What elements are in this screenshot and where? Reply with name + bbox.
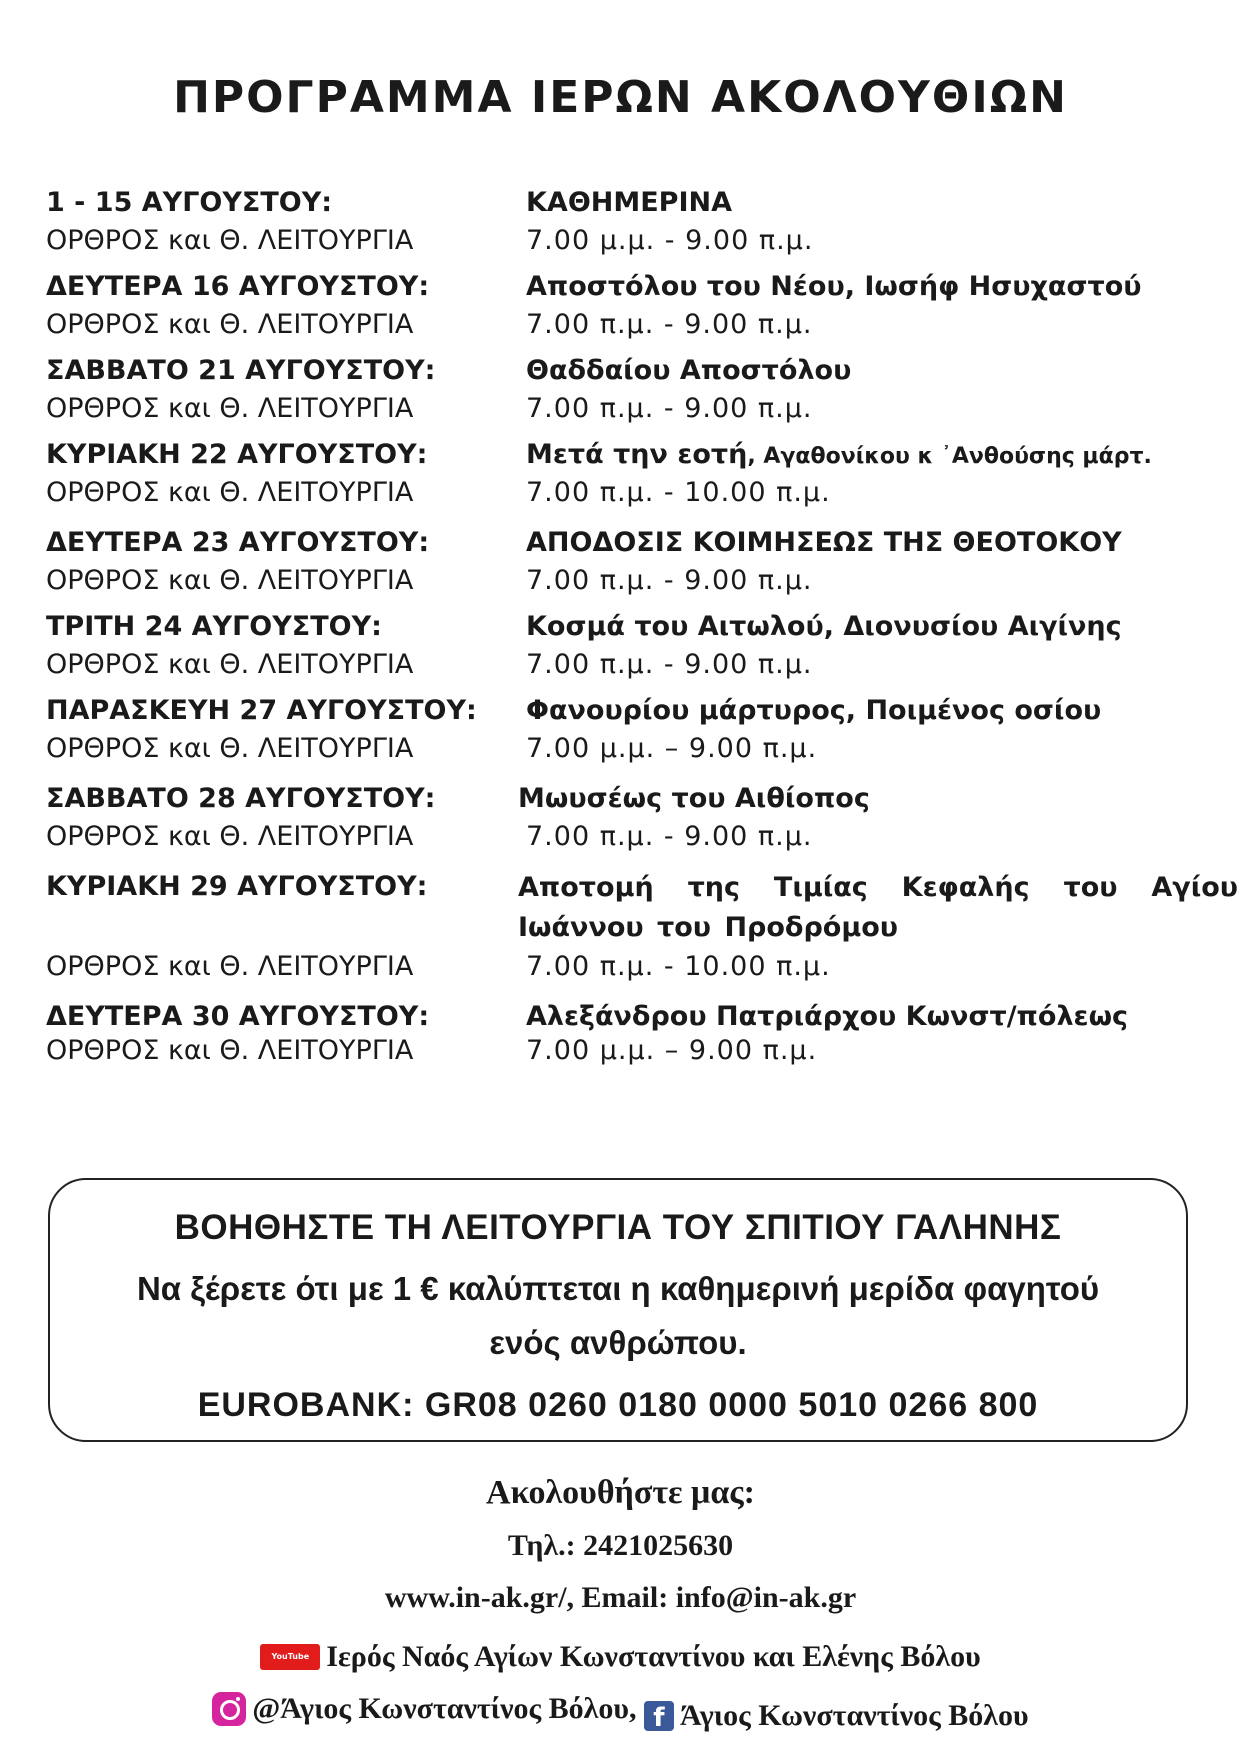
instagram-link[interactable] (212, 1683, 636, 1735)
entry-feast (526, 436, 1152, 476)
entry-time: 7.00 π.μ. - 9.00 π.μ. (526, 821, 813, 852)
schedule-list (46, 184, 1238, 1068)
youtube-channel: Ιερός Ναός Αγίων Κωνσταντίνου και Ελένης Βόλου (326, 1640, 981, 1673)
entry-date: ΣΑΒΒΑΤΟ 21 ΑΥΓΟΥΣΤΟΥ: (46, 355, 436, 386)
schedule-entry (46, 436, 1206, 512)
entry-feast-suffix: , Αγαθονίκου κ ᾿Ανθούσης μάρτ. (747, 444, 1152, 469)
entry-date: ΚΥΡΙΑΚΗ 22 ΑΥΓΟΥΣΤΟΥ: (46, 439, 428, 470)
follow-heading: Ακολουθήστε μας: (486, 1474, 755, 1511)
entry-service: ΟΡΘΡΟΣ και Θ. ΛΕΙΤΟΥΡΓΙΑ (46, 821, 414, 852)
entry-service: ΟΡΘΡΟΣ και Θ. ΛΕΙΤΟΥΡΓΙΑ (46, 225, 414, 256)
entry-feast-main: Μετά την εοτή (526, 439, 748, 470)
donation-title: ΒΟΗΘΗΣΤΕ ΤΗ ΛΕΙΤΟΥΡΓΙΑ ΤΟΥ ΣΠΙΤΙΟΥ ΓΑΛΗΝΗΣ (174, 1208, 1062, 1247)
entry-date: 1 - 15 ΑΥΓΟΥΣΤΟΥ: (46, 187, 333, 218)
entry-date: ΚΥΡΙΑΚΗ 29 ΑΥΓΟΥΣΤΟΥ: (46, 871, 428, 902)
contact-section (0, 1466, 1241, 1743)
entry-feast: ΚΑΘΗΜΕΡΙΝΑ (526, 187, 733, 218)
entry-service: ΟΡΘΡΟΣ και Θ. ΛΕΙΤΟΥΡΓΙΑ (46, 649, 414, 680)
entry-date: ΣΑΒΒΑΤΟ 28 ΑΥΓΟΥΣΤΟΥ: (46, 783, 436, 814)
facebook-link[interactable] (644, 1690, 1029, 1742)
entry-service: ΟΡΘΡΟΣ και Θ. ΛΕΙΤΟΥΡΓΙΑ (46, 1035, 414, 1066)
entry-time: 7.00 π.μ. - 9.00 π.μ. (526, 649, 813, 680)
schedule-entry (46, 780, 1206, 856)
entry-date: ΔΕΥΤΕΡΑ 16 ΑΥΓΟΥΣΤΟΥ: (46, 271, 430, 302)
entry-service: ΟΡΘΡΟΣ και Θ. ΛΕΙΤΟΥΡΓΙΑ (46, 565, 414, 596)
entry-feast: ΑΠΟΔΟΣΙΣ ΚΟΙΜΗΣΕΩΣ ΤΗΣ ΘΕΟΤΟΚΟΥ (526, 527, 1122, 558)
entry-feast: Θαδδαίου Αποστόλου (526, 355, 852, 386)
schedule-entry (46, 1000, 1206, 1068)
entry-service: ΟΡΘΡΟΣ και Θ. ΛΕΙΤΟΥΡΓΙΑ (46, 733, 414, 764)
phone-number: Τηλ.: 2421025630 (507, 1529, 734, 1562)
entry-service: ΟΡΘΡΟΣ και Θ. ΛΕΙΤΟΥΡΓΙΑ (46, 393, 414, 424)
schedule-entry (46, 692, 1206, 768)
entry-time: 7.00 π.μ. - 9.00 π.μ. (526, 309, 813, 340)
youtube-link[interactable] (260, 1631, 980, 1683)
facebook-page: Άγιος Κωνσταντίνος Βόλου (679, 1699, 1029, 1732)
entry-time: 7.00 μ.μ. – 9.00 π.μ. (526, 1035, 818, 1066)
schedule-entry (46, 608, 1206, 684)
youtube-line (0, 1624, 1241, 1683)
social-line (0, 1683, 1241, 1743)
entry-service: ΟΡΘΡΟΣ και Θ. ΛΕΙΤΟΥΡΓΙΑ (46, 951, 414, 982)
entry-date: ΔΕΥΤΕΡΑ 23 ΑΥΓΟΥΣΤΟΥ: (46, 527, 430, 558)
entry-feast: Αποτομή της Τιμίας Κεφαλής του Αγίου Ιωάννου του Προδρόμου (518, 872, 1238, 943)
entry-time: 7.00 μ.μ. - 9.00 π.μ. (526, 225, 814, 256)
entry-feast: Φανουρίου μάρτυρος, Ποιμένος οσίου (526, 695, 1102, 726)
donation-box (48, 1178, 1188, 1442)
schedule-entry (46, 524, 1206, 600)
entry-feast: Αλεξάνδρου Πατριάρχου Κωνστ/πόλεως (526, 1001, 1129, 1032)
bank-account: EUROBANK: GR08 0260 0180 0000 5010 0266 800 (197, 1386, 1039, 1424)
entry-time: 7.00 π.μ. - 9.00 π.μ. (526, 393, 813, 424)
entry-feast: Αποστόλου του Νέου, Ιωσήφ Ησυχαστού (526, 271, 1142, 302)
entry-feast: Κοσμά του Αιτωλού, Διονυσίου Αιγίνης (526, 611, 1122, 642)
entry-date: ΠΑΡΑΣΚΕΥΗ 27 ΑΥΓΟΥΣΤΟΥ: (46, 695, 477, 726)
entry-time: 7.00 μ.μ. – 9.00 π.μ. (526, 733, 818, 764)
entry-time: 7.00 π.μ. - 10.00 π.μ. (526, 477, 831, 508)
donation-text: Να ξέρετε ότι με 1 € καλύπτεται η καθημερινή μερίδα φαγητού ενός ανθρώπου. (136, 1270, 1100, 1361)
entry-date: ΔΕΥΤΕΡΑ 30 ΑΥΓΟΥΣΤΟΥ: (46, 1001, 430, 1032)
entry-service: ΟΡΘΡΟΣ και Θ. ΛΕΙΤΟΥΡΓΙΑ (46, 477, 414, 508)
schedule-entry (46, 868, 1238, 986)
entry-feast: Μωυσέως του Αιθίοπος (518, 783, 870, 814)
page-title: ΠΡΟΓΡΑΜΜΑ ΙΕΡΩΝ ΑΚΟΛΟΥΘΙΩΝ (173, 72, 1068, 123)
instagram-icon (212, 1692, 246, 1726)
schedule-entry (46, 352, 1206, 428)
entry-service: ΟΡΘΡΟΣ και Θ. ΛΕΙΤΟΥΡΓΙΑ (46, 309, 414, 340)
web-email[interactable]: www.in-ak.gr/, Email: info@in-ak.gr (384, 1581, 857, 1614)
facebook-icon: f (644, 1701, 674, 1731)
schedule-entry (46, 268, 1206, 344)
entry-time: 7.00 π.μ. - 10.00 π.μ. (526, 951, 831, 982)
instagram-handle: @Άγιος Κωνσταντίνος Βόλου, (252, 1692, 637, 1725)
schedule-entry (46, 184, 1206, 260)
youtube-icon: YouTube (260, 1644, 320, 1670)
entry-date: ΤΡΙΤΗ 24 ΑΥΓΟΥΣΤΟΥ: (46, 611, 382, 642)
entry-time: 7.00 π.μ. - 9.00 π.μ. (526, 565, 813, 596)
